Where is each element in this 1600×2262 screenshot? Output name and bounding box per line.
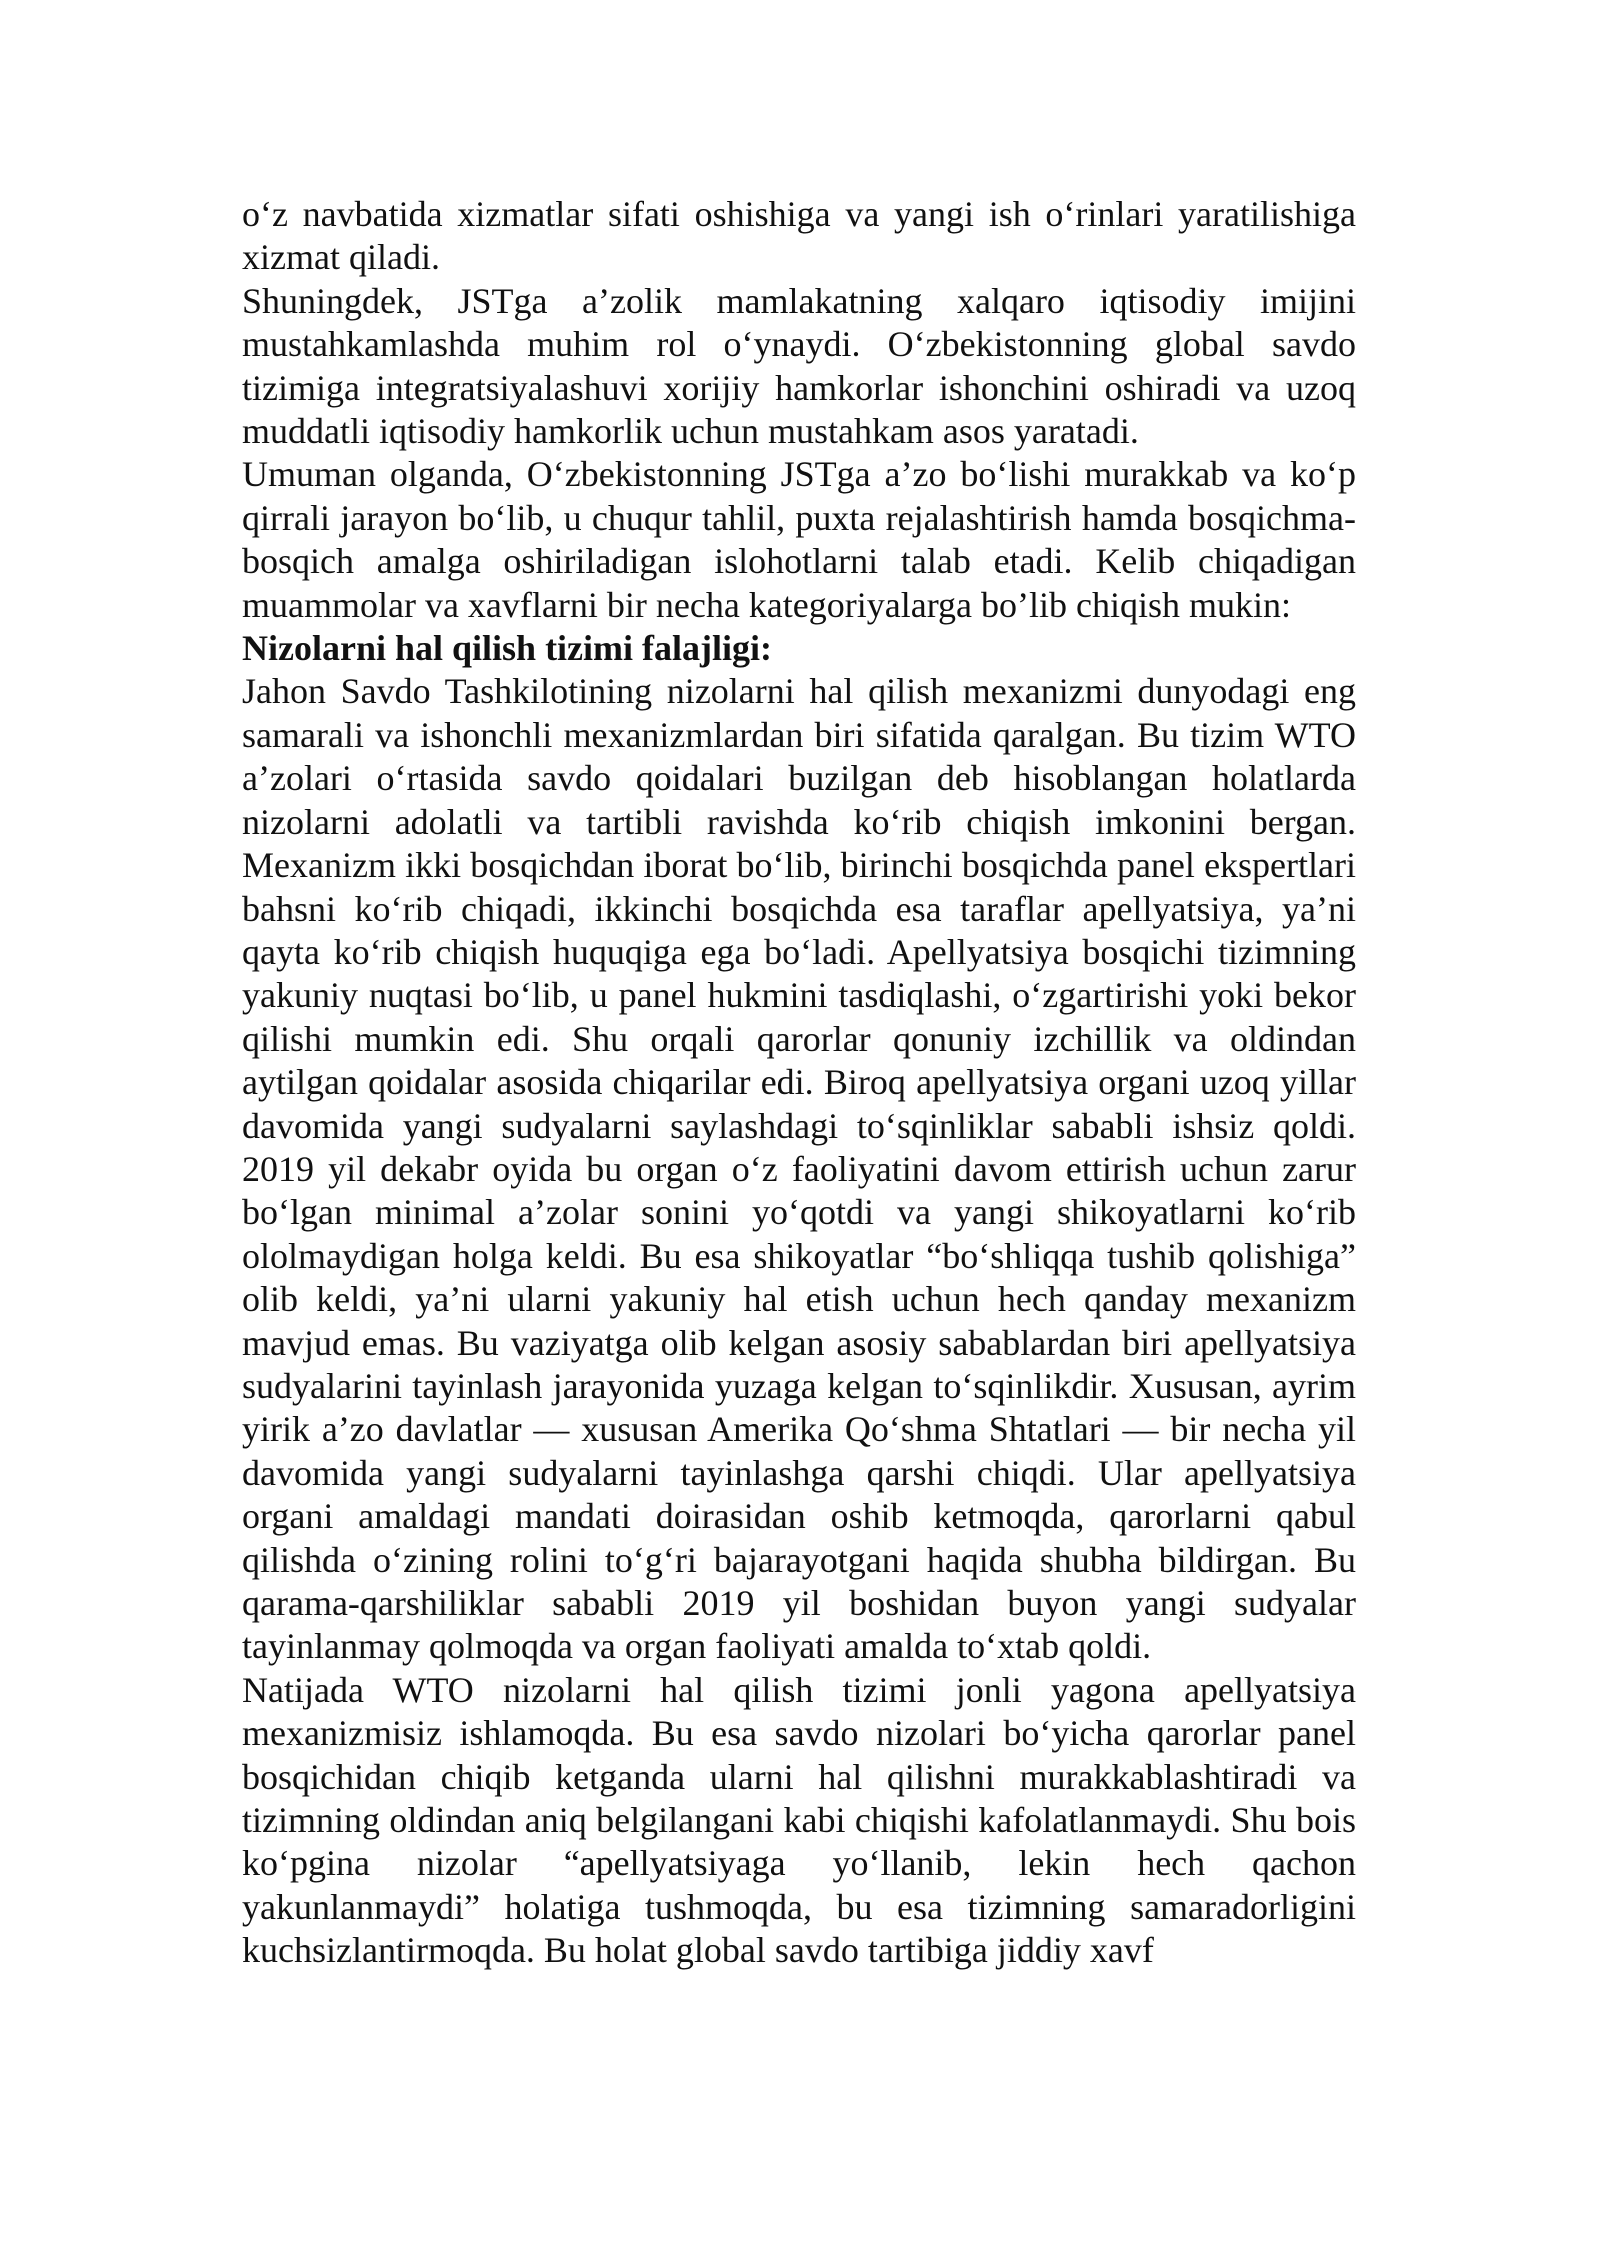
paragraph-international-image: Shuningdek, JSTga a’zolik mamlakatning xalqaro iqtisodiy imijini mustahkamlashda muhim rol o‘ynaydi. O‘zbekistonning global savdo tizimiga integratsiyalashuvi xorijiy hamkorlar ishonchini oshiradi va uzoq muddatli iqtisodiy hamkorlik uchun mustahkam asos yaratadi. (242, 280, 1356, 452)
paragraph-intro-continuation: o‘z navbatida xizmatlar sifati oshishiga va yangi ish o‘rinlari yaratilishiga xizmat qiladi. (242, 194, 1356, 278)
paragraph-dispute-mechanism: Jahon Savdo Tashkilotining nizolarni hal qilish mexanizmi dunyodagi eng samarali va ishonchli mexanizmlardan biri sifatida qaralgan. Bu tizim WTO a’zolari o‘rtasida savdo qoidalari buzilgan deb hisoblangan holatlarda nizolarni adolatli va tartibli ravishda ko‘rib chiqish imkonini bergan. Mexanizm ikki bosqichdan iborat bo‘lib, birinchi bosqichda panel ekspertlari bahsni ko‘rib chiqadi, ikkinchi bosqichda esa taraflar apellyatsiya, ya’ni qayta ko‘rib chiqish huquqiga ega bo‘ladi. Apellyatsiya bosqichi tizimning yakuniy nuqtasi bo‘lib, u panel hukmini tasdiqlashi, o‘zgartirishi yoki bekor qilishi mumkin edi. Shu orqali qarorlar qonuniy izchillik va oldindan aytilgan qoidalar asosida chiqarilar edi. Biroq apellyatsiya organi uzoq yillar davomida yangi sudyalarni saylashdagi to‘sqinliklar sababli ishsiz qoldi. 2019 yil dekabr oyida bu organ o‘z faoliyatini davom ettirish uchun zarur bo‘lgan minimal a’zolar sonini yo‘qotdi va yangi shikoyatlarni ko‘rib ololmaydigan holga keldi. Bu esa shikoyatlar “bo‘shliqqa tushib qolishiga” olib keldi, ya’ni ularni yakuniy hal etish uchun hech qanday mexanizm mavjud emas. Bu vaziyatga olib kelgan asosiy sabablardan biri apellyatsiya sudyalarini tayinlash jarayonida yuzaga kelgan to‘sqinlikdir. Xususan, ayrim yirik a’zo davlatlar — xususan Amerika Qo‘shma Shtatlari — bir necha yil davomida yangi sudyalarni tayinlashga qarshi chiqdi. Ular apellyatsiya organi amaldagi mandati doirasidan oshib ketmoqda, qarorlarni qabul qilishda o‘zining rolini to‘g‘ri bajarayotgani haqida shubha bildirgan. Bu qarama-qarshiliklar sababli 2019 yil boshidan buyon yangi sudyalar tayinlanmay qolmoqda va organ faoliyati amalda to‘xtab qoldi. (242, 671, 1356, 1667)
document-page (242, 193, 1356, 1973)
section-heading: Nizolarni hal qilish tizimi falajligi: (242, 628, 772, 669)
paragraph-consequences: Natijada WTO nizolarni hal qilish tizimi jonli yagona apellyatsiya mexanizmisiz ishlamoqda. Bu esa savdo nizolari bo‘yicha qarorlar panel bosqichidan chiqib ketganda ularni hal qilishni murakkablashtiradi va tizimning oldindan aniq belgilangani kabi chiqishi kafolatlanmaydi. Shu bois ko‘pgina nizolar “apellyatsiyaga yo‘llanib, lekin hech qachon yakunlanmaydi” holatiga tushmoqda, bu esa tizimning samaradorligini kuchsizlantirmoqda. Bu holat global savdo tartibiga jiddiy xavf (242, 1669, 1356, 1971)
paragraph-summary: Umuman olganda, O‘zbekistonning JSTga a’zo bo‘lishi murakkab va ko‘p qirrali jarayon bo‘lib, u chuqur tahlil, puxta rejalashtirish hamda bosqichma-bosqich amalga oshiriladigan islohotlarni talab etadi. Kelib chiqadigan muammolar va xavflarni bir necha kategoriyalarga bo’lib chiqish mukin: (242, 454, 1356, 625)
